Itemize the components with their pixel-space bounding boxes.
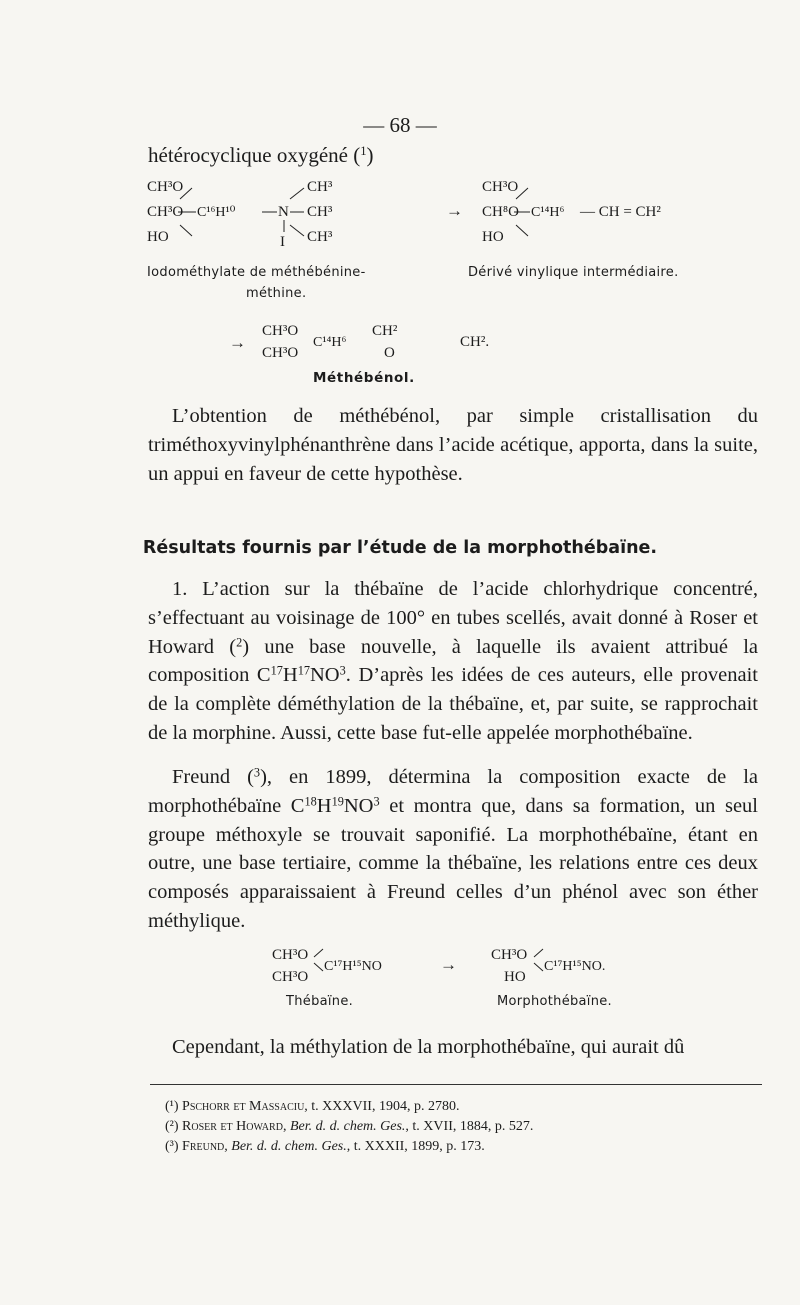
arrow-icon: → xyxy=(229,333,246,352)
footnote-2-mark: (²) xyxy=(165,1119,179,1134)
paragraph-3-text xyxy=(148,763,758,936)
right-r1: CH³O xyxy=(482,179,519,195)
paragraph-3 xyxy=(148,763,758,936)
caption-methebenol: Méthébénol. xyxy=(313,370,415,386)
p3-sup-3: 3 xyxy=(373,794,380,809)
footnote-3-mark: (³) xyxy=(165,1139,179,1154)
paragraph-1-text: L’obtention de méthébénol, par simple cristallisation du triméthoxyvinylphénanthrène dans l’acide acétique, apporta, dans la suite, un appui en faveur de cette hypothèse. xyxy=(148,405,758,485)
thebaine-core: C¹⁷H¹⁵NO xyxy=(324,959,382,974)
morphothebaine-r2: HO xyxy=(504,969,526,985)
thebaine-r2: CH³O xyxy=(272,969,309,985)
p3-seg-a: Freund ( xyxy=(172,766,254,788)
p2-sup-2: 17 xyxy=(297,663,310,678)
caption-right: Dérivé vinylique intermédiaire. xyxy=(468,265,679,280)
p2-sup-3: 3 xyxy=(339,663,346,678)
right-core: C¹⁴H⁶ xyxy=(531,205,565,220)
footnote-2-ref: , t. XVII, 1884, p. 527. xyxy=(405,1119,534,1134)
p3-sup-2: 19 xyxy=(331,794,344,809)
footnote-1 xyxy=(165,1099,459,1115)
footnote-1-mark: (¹) xyxy=(165,1099,179,1114)
paragraph-2 xyxy=(148,575,758,748)
left-r2: CH³O xyxy=(147,204,184,220)
footnote-1-ref: , t. XXXVII, 1904, p. 2780. xyxy=(304,1099,460,1114)
left-r3: HO xyxy=(147,229,169,245)
morphothebaine-r1: CH³O xyxy=(491,947,528,963)
caption-left-2: méthine. xyxy=(246,286,307,301)
footnote-3-ref: , t. XXXII, 1899, p. 173. xyxy=(346,1139,485,1154)
footnote-2-authors: Roser et Howard xyxy=(182,1119,283,1134)
p3-sup-1: 18 xyxy=(304,794,317,809)
p3-seg-b: ), en 1899, détermina la composition exacte de la morphothébaïne C xyxy=(148,766,759,817)
arrow-icon: → xyxy=(446,201,463,220)
methebenol-oxygen: O xyxy=(384,345,395,361)
left-n-r1: CH³ xyxy=(307,179,333,195)
methebenol-r2: CH³O xyxy=(262,345,299,361)
scheme-1-bonds xyxy=(0,0,800,320)
left-r1: CH³O xyxy=(147,179,184,195)
footnote-2-journal: Ber. d. d. chem. Ges. xyxy=(289,1119,406,1134)
paragraph-2-text xyxy=(148,575,758,748)
intro-text-end: ) xyxy=(366,143,374,167)
paragraph-4 xyxy=(148,1033,758,1062)
footnote-3: (³) Freund, Ber. d. d. chem. Ges., t. XXXII, 1899, p. 173. xyxy=(165,1139,485,1154)
thebaine-r1: CH³O xyxy=(272,947,309,963)
morphothebaine-core: C¹⁷H¹⁵NO. xyxy=(544,959,606,974)
footnote-ref-2: 2 xyxy=(236,634,243,649)
footnote-ref-1: 1 xyxy=(360,144,367,159)
right-vinyl: — CH = CH² xyxy=(580,204,661,220)
footnote-divider xyxy=(150,1084,762,1085)
p3-seg-c: H xyxy=(316,794,332,817)
right-r2: CH⁸O xyxy=(482,204,519,220)
caption-thebaine: Thébaïne. xyxy=(286,994,354,1009)
p3-seg-d: NO xyxy=(343,794,374,817)
caption-morphothebaine: Morphothébaïne. xyxy=(497,994,612,1009)
p2-seg-e: . D’après les idées de ces auteurs, elle provenait de la complète déméthylation de la thébaïne, et, par suite, se rapprochait de la morphine. Aussi, cette base fut-elle appelée morphothébaïne. xyxy=(148,664,758,744)
p2-sup-1: 17 xyxy=(270,663,283,678)
footnote-2: (²) Roser et Howard, Ber. d. d. chem. Ges., t. XVII, 1884, p. 527. xyxy=(165,1119,534,1134)
methebenol-ch2-end: CH². xyxy=(460,334,490,350)
methebenol-ch2-top: CH² xyxy=(372,323,398,339)
arrow-icon: → xyxy=(440,955,457,974)
p3-seg-e: et montra que, dans sa formation, un seul groupe méthoxyle se trouvait saponifié. La morphothébaïne, étant en outre, une base tertiaire, comme la thébaïne, les relations entre ces deux composés apparaissaient à Freund celles d’un phénol avec son éther méthylique. xyxy=(148,794,758,932)
footnote-3-authors: Freund xyxy=(182,1139,225,1154)
paragraph-4-text: Cependant, la méthylation de la morphothébaïne, qui aurait dû xyxy=(172,1036,685,1058)
p2-seg-c: H xyxy=(282,664,298,687)
methebenol-core: C¹⁴H⁶ xyxy=(313,335,347,350)
intro-text: hétérocyclique oxygéné ( xyxy=(148,143,361,167)
left-core: C¹⁶H¹⁰ xyxy=(197,205,236,220)
p2-seg-b: ) une base nouvelle, à laquelle ils avaient attribué la composition C xyxy=(148,635,758,687)
p2-seg-a: 1. L’action sur la thébaïne de l’acide chlorhydrique concentré, s’effectuant au voisinage de 100° en tubes scellés, avait donné à Roser et Howard ( xyxy=(148,578,758,658)
footnote-ref-3: 3 xyxy=(253,765,261,780)
page-number: — 68 — xyxy=(363,113,437,137)
left-n-r2: CH³ xyxy=(307,204,333,220)
scheme-3-bonds xyxy=(0,930,800,990)
left-nitrogen: N xyxy=(278,204,289,220)
paragraph-1 xyxy=(148,402,758,488)
methebenol-r1: CH³O xyxy=(262,323,299,339)
footnote-3-journal: Ber. d. d. chem. Ges. xyxy=(231,1139,347,1154)
footnote-1-authors: Pschorr et Massaciu xyxy=(182,1099,305,1114)
right-r3: HO xyxy=(482,229,504,245)
p2-seg-d: NO xyxy=(310,664,340,687)
left-n-r3: CH³ xyxy=(307,229,333,245)
left-iodide: I xyxy=(280,234,285,250)
section-heading: Résultats fournis par l’étude de la morphothébaïne. xyxy=(142,538,658,558)
caption-left-1: Iodométhylate de méthébénine- xyxy=(147,265,366,280)
